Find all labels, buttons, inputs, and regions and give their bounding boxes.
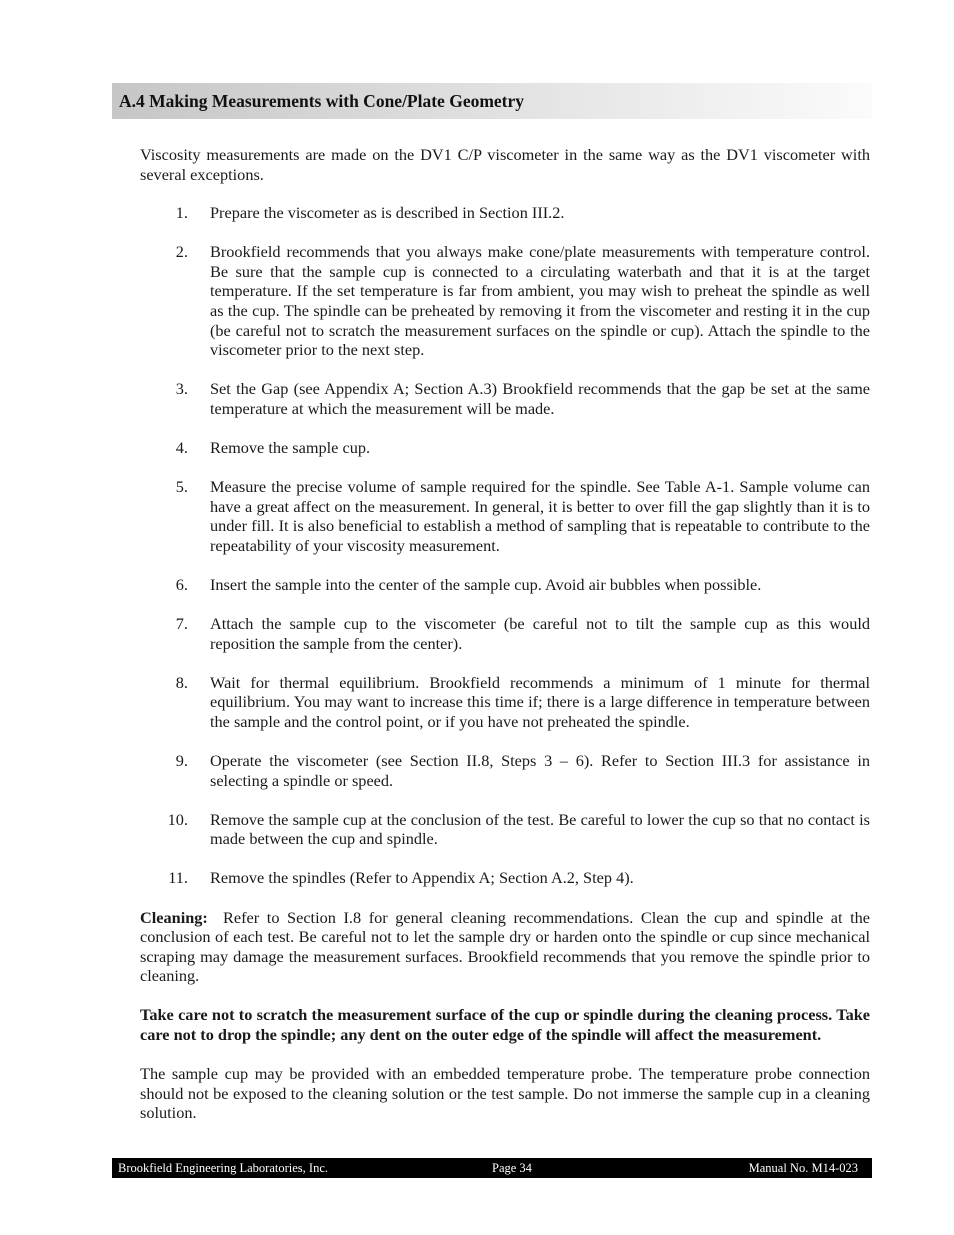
step-text: Prepare the viscometer as is described in Section III.2. <box>210 203 565 223</box>
step-text: Remove the sample cup at the conclusion of the test. Be careful to lower the cup so that no contact is made between the cup and spindle. <box>210 809 870 849</box>
step-item <box>140 868 870 888</box>
step-item <box>140 438 870 458</box>
step-item <box>140 810 870 849</box>
step-text: Measure the precise volume of sample required for the spindle. See Table A-1. Sample volume can have a great affect on the measurement. In general, it is better to over fill the gap slightly than it is to under fill. It is also beneficial to establish a method of sampling that is repeatable to contribute to the repeatability of your viscosity measurement. <box>210 477 870 555</box>
step-item <box>140 575 870 595</box>
cleaning-paragraph <box>140 908 870 986</box>
step-text: Remove the spindles (Refer to Appendix A; Section A.2, Step 4). <box>210 868 634 888</box>
step-item <box>140 203 870 223</box>
step-text: Set the Gap (see Appendix A; Section A.3) Brookfield recommends that the gap be set at the same temperature at which the measurement will be made. <box>210 379 870 418</box>
intro-paragraph: Viscosity measurements are made on the DV1 C/P viscometer in the same way as the DV1 viscometer with several exceptions. <box>140 145 870 184</box>
step-number: 6. <box>175 575 188 594</box>
step-text: Operate the viscometer (see Section II.8, Steps 3 – 6). Refer to Section III.3 for assistance in selecting a spindle or speed. <box>210 751 870 790</box>
step-item <box>140 673 870 732</box>
step-number: 5. <box>175 477 188 497</box>
step-number: 7. <box>175 614 188 634</box>
step-number: 3. <box>175 379 188 399</box>
cleaning-text: Refer to Section I.8 for general cleaning recommendations. Clean the cup and spindle at the conclusion of each test. Be careful not to let the sample dry or harden onto the spindle or cup since mechanical scraping may damage the measurement surfaces. Brookfield recommends that you remove the spindle prior to cleaning. <box>140 907 870 986</box>
step-item <box>140 477 870 555</box>
procedure-steps <box>140 203 870 888</box>
step-number: 8. <box>175 672 188 692</box>
step-text: Insert the sample into the center of the sample cup. Avoid air bubbles when possible. <box>210 575 762 594</box>
step-text: Wait for thermal equilibrium. Brookfield recommends a minimum of 1 minute for thermal equilibrium. You may want to increase this time if; there is a large difference in temperature between the sample and the control point, or if you have not preheated the spindle. <box>210 672 870 731</box>
page-footer <box>112 1158 872 1178</box>
step-text: Attach the sample cup to the viscometer (be careful not to tilt the sample cup as this would reposition the sample from the center). <box>210 614 870 653</box>
warning-paragraph: Take care not to scratch the measurement surface of the cup or spindle during the cleaning process. Take care not to drop the spindle; any dent on the outer edge of the spindle will affect the measurement. <box>140 1005 870 1044</box>
step-number: 11. <box>168 868 188 888</box>
step-number: 4. <box>175 438 188 458</box>
step-number: 9. <box>175 751 188 771</box>
footer-manual-number: Manual No. M14-023 <box>748 1161 858 1175</box>
cleaning-label: Cleaning: <box>140 907 208 927</box>
step-item <box>140 614 870 653</box>
step-text: Remove the sample cup. <box>210 438 371 458</box>
footer-company: Brookfield Engineering Laboratories, Inc. <box>118 1161 328 1175</box>
step-item <box>140 242 870 360</box>
step-number: 2. <box>175 242 188 262</box>
step-item <box>140 379 870 418</box>
step-item <box>140 751 870 790</box>
footer-page-number: Page 34 <box>492 1161 532 1175</box>
step-number: 10. <box>167 809 188 829</box>
step-text: Brookfield recommends that you always make cone/plate measurements with temperature control. Be sure that the sample cup is connected to a circulating waterbath and that it is at the target temperature. If the set temperature is far from ambient, you may wish to preheat the spindle as well as the cup. The spindle can be preheated by removing it from the viscometer and resting it in the cup (be careful not to scratch the measurement surfaces on the spindle or cup). Attach the spindle to the viscometer prior to the next step. <box>210 242 870 360</box>
probe-note-paragraph: The sample cup may be provided with an embedded temperature probe. The temperature probe connection should not be exposed to the cleaning solution or the test sample. Do not immerse the sample cup in a cleaning solution. <box>140 1064 870 1123</box>
section-title: A.4 Making Measurements with Cone/Plate Geometry <box>119 91 525 111</box>
step-number: 1. <box>175 203 188 223</box>
document-body <box>140 145 870 1123</box>
